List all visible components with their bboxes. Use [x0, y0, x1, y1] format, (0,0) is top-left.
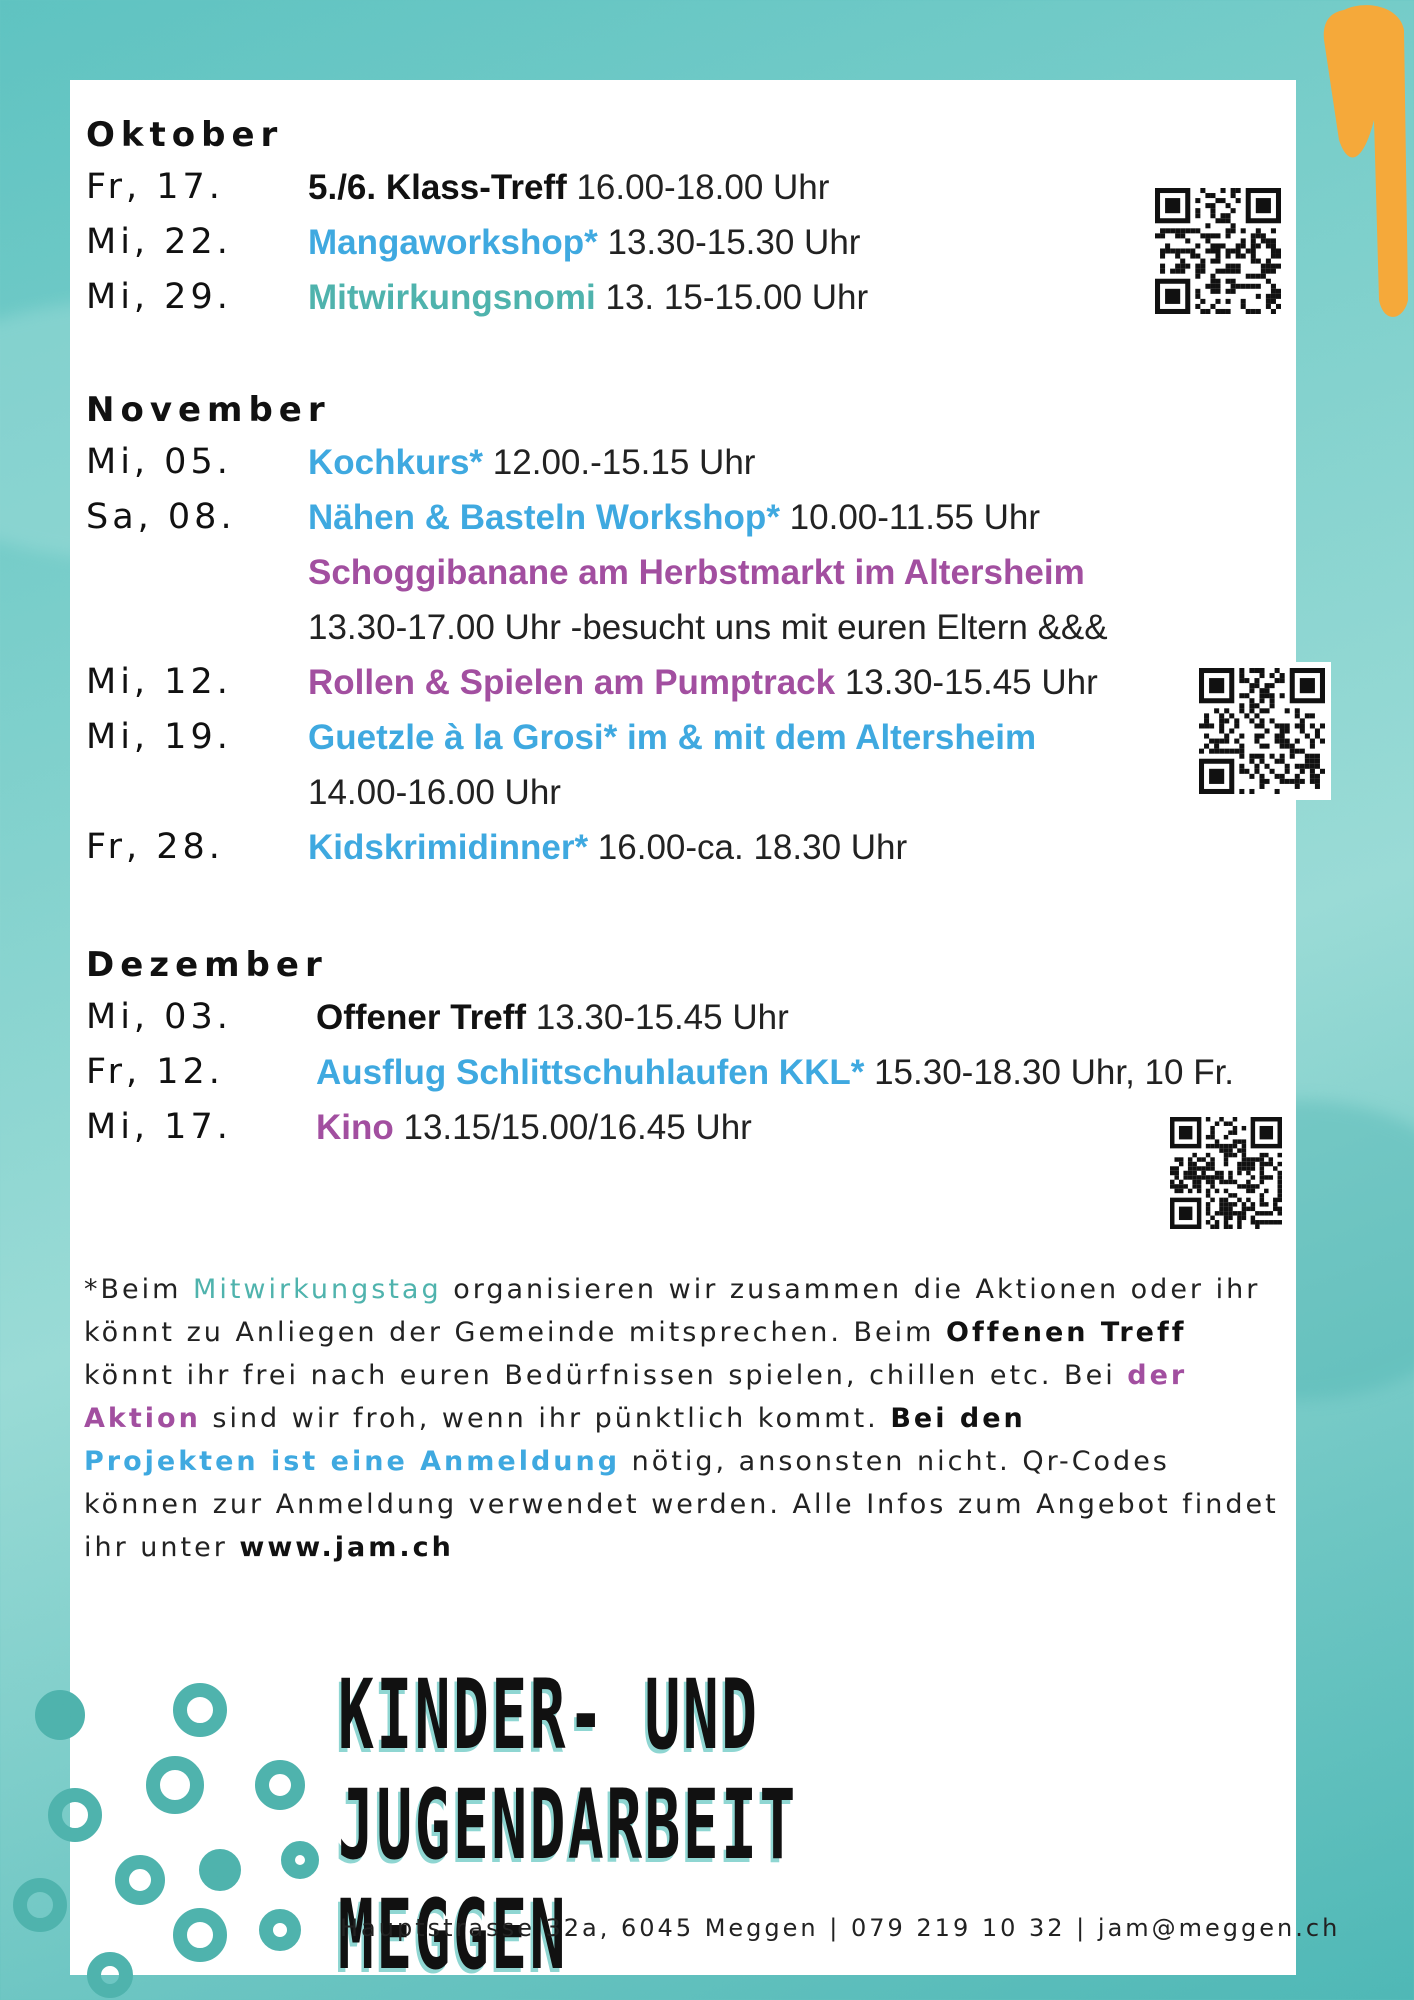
event-time: 16.00-ca. 18.30 Uhr: [588, 828, 908, 867]
month-heading: Dezember: [86, 945, 328, 985]
event-date: Mi, 17.: [86, 1107, 232, 1147]
event-time: 13.30-17.00 Uhr -besucht uns mit euren Eltern &&&: [308, 608, 1108, 647]
month-heading: November: [86, 390, 331, 430]
event-time: 12.00.-15.15 Uhr: [483, 443, 756, 482]
event-row: [86, 600, 1108, 655]
event-time: 15.30-18.30 Uhr, 10 Fr.: [864, 1053, 1235, 1092]
event-row: [86, 1100, 752, 1155]
event-date: Sa, 08.: [86, 497, 236, 537]
event-time: 13.30-15.45 Uhr: [835, 663, 1098, 702]
event-time: 13.15/15.00/16.45 Uhr: [393, 1108, 752, 1147]
event-row: [86, 160, 830, 215]
organization-title: KINDER- UND JUGENDARBEIT MEGGEN: [338, 1659, 798, 1991]
event-row: [86, 545, 1085, 600]
event-date: Mi, 19.: [86, 717, 232, 757]
event-row: [86, 820, 908, 875]
event-time: 13.30-15.30 Uhr: [597, 223, 861, 262]
website-link[interactable]: www.jam.ch: [239, 1532, 454, 1563]
event-time: 13.30-15.45 Uhr: [526, 998, 789, 1037]
event-row: [86, 765, 561, 820]
event-title: Mangaworkshop*: [308, 223, 598, 262]
decorative-dots-icon: [0, 1670, 340, 2000]
event-title: Rollen & Spielen am Pumptrack: [308, 663, 836, 702]
event-title: Ausflug Schlittschuhlaufen KKL*: [316, 1053, 865, 1092]
event-title: 5./6. Klass-Treff: [308, 168, 567, 207]
event-date: Mi, 22.: [86, 222, 232, 262]
event-time: 14.00-16.00 Uhr: [308, 773, 561, 812]
event-date: Mi, 03.: [86, 997, 232, 1037]
event-row: [86, 435, 756, 490]
event-row: [86, 490, 1041, 545]
event-row: [86, 215, 861, 270]
info-paragraph: *Beim Mitwirkungstag organisieren wir zusammen die Aktionen oder ihr könnt zu Anliegen der Gemeinde mitsprechen. Beim Offenen Treff könnt ihr frei nach euren Bedürfnissen spielen, chillen etc. Bei der Aktion sind wir froh, wenn ihr pünktlich kommt. Bei den Projekten ist eine Anmeldung nötig, ansonsten nicht. Qr-Codes können zur Anmeldung verwendet werden. Alle Infos zum Angebot findet ihr unter www.jam.ch: [84, 1274, 1279, 1563]
qr-code-icon[interactable]: [1193, 662, 1331, 800]
month-section-oktober: [86, 110, 869, 325]
event-title: Offener Treff: [316, 998, 527, 1037]
event-title: Mitwirkungsnomi: [308, 278, 596, 317]
event-row: [86, 270, 869, 325]
event-row: [86, 655, 1098, 710]
event-title: Kino: [316, 1108, 394, 1147]
event-time: 10.00-11.55 Uhr: [779, 498, 1041, 537]
month-section-dezember: [86, 940, 1235, 1155]
qr-code-icon[interactable]: [1155, 188, 1281, 314]
event-title: Schoggibanane am Herbstmarkt im Altersheim: [308, 553, 1085, 592]
month-heading: Oktober: [86, 115, 284, 155]
event-title: Kochkurs*: [308, 443, 484, 482]
contact-address: Hauptstrasse 32a, 6045 Meggen | 079 219 10 32 | jam@meggen.ch: [340, 1914, 1341, 1942]
event-date: Mi, 12.: [86, 662, 232, 702]
event-date: Mi, 29.: [86, 277, 232, 317]
event-time: 16.00-18.00 Uhr: [566, 168, 830, 207]
event-row: [86, 1045, 1235, 1100]
orange-brush-stroke-icon: [1304, 0, 1414, 330]
event-date: Mi, 05.: [86, 442, 232, 482]
event-time: 13. 15-15.00 Uhr: [595, 278, 869, 317]
event-row: [86, 990, 789, 1045]
month-section-november: [86, 385, 1108, 875]
event-row: [86, 710, 1037, 765]
qr-code-icon[interactable]: [1170, 1117, 1282, 1229]
event-title: Guetzle à la Grosi* im & mit dem Altersheim: [308, 718, 1037, 757]
event-title: Nähen & Basteln Workshop*: [308, 498, 780, 537]
event-date: Fr, 12.: [86, 1052, 224, 1092]
event-title: Kidskrimidinner*: [308, 828, 589, 867]
event-date: Fr, 28.: [86, 827, 224, 867]
event-date: Fr, 17.: [86, 167, 224, 207]
